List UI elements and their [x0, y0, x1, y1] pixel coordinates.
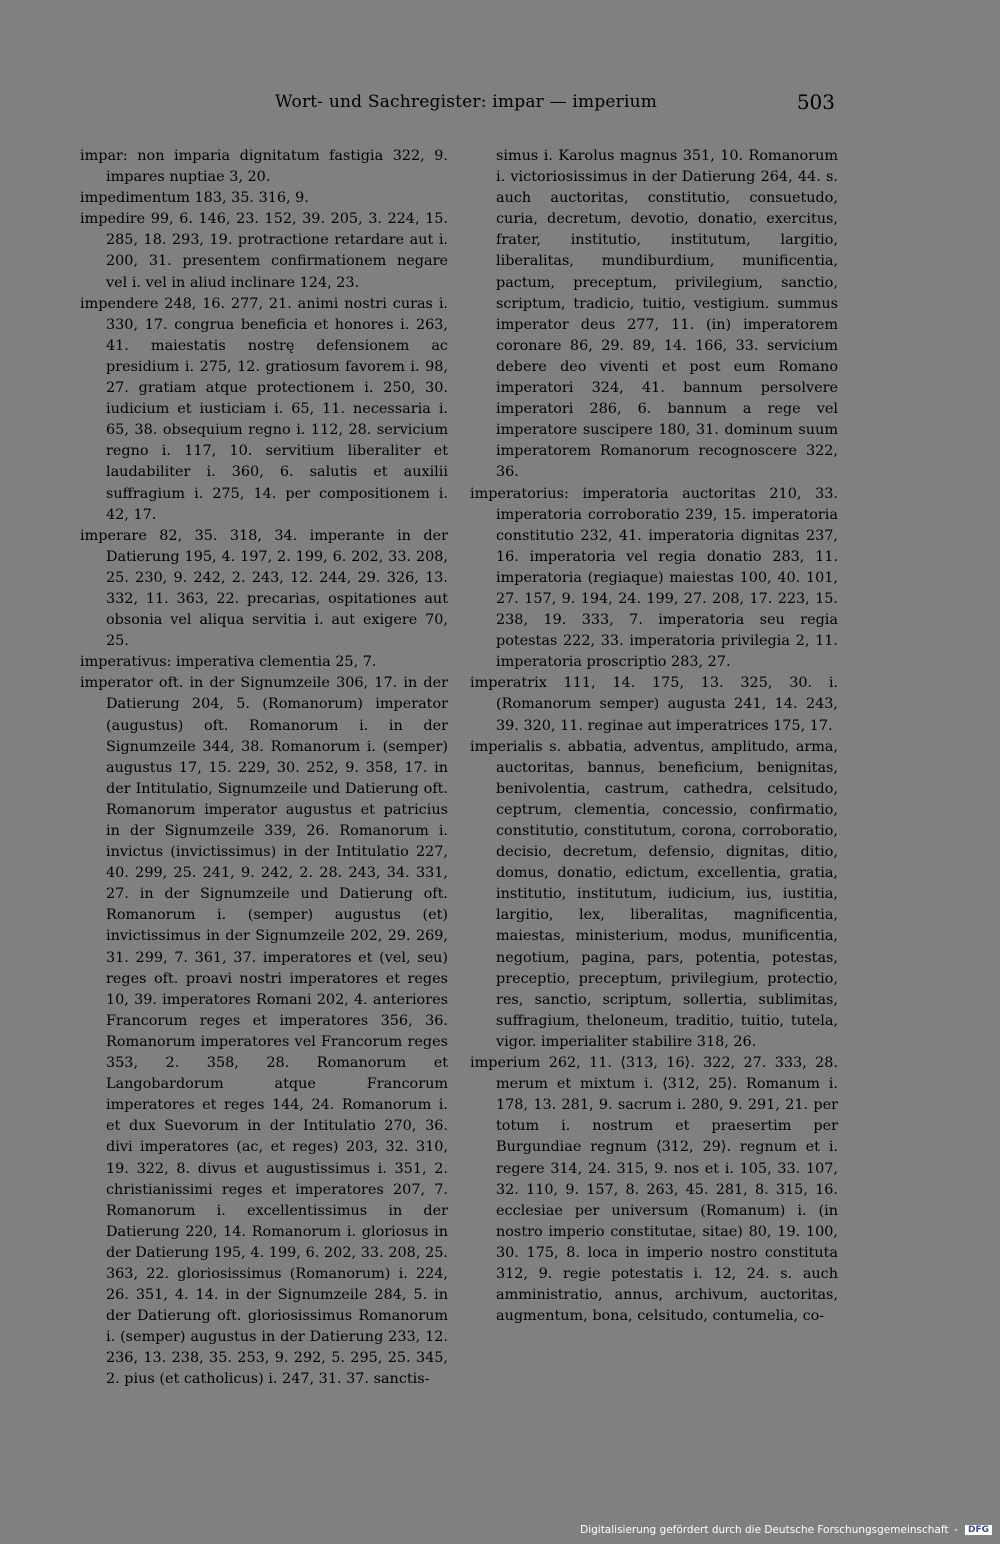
- index-entry: imperialis s. abbatia, adventus, amplitudo, arma, auctoritas, bannus, beneficium, benignitas, benivolentia, castrum, cathedra, celsitudo, ceptrum, clementia, concessio, confirmatio, constitutio, constitutum, corona, corroboratio, decisio, decretum, defensio, dignitas, ditio, domus, donatio, edictum, excellentia, gratia, institutio, institutum, iudicium, ius, iustitia, largitio, lex, liberalitas, magnificentia, maiestas, ministerium, modus, munificentia, negotium, pagina, pars, potentia, potestas, preceptio, preceptum, privilegium, protectio, res, sanctio, scriptum, sollertia, sublimitas, suffragium, theloneum, traditio, tuitio, tutela, vigor. imperialiter stabilire 318, 26.: [470, 738, 838, 1050]
- running-title: Wort- und Sachregister: impar — imperium: [275, 92, 658, 112]
- index-entry: imperatorius: imperatoria auctoritas 210, 33. imperatoria corroboratio 239, 15. imperatoria constitutio 232, 41. imperatoria dignitas 237, 16. imperatoria vel regia donatio 283, 11. imperatoria (regiaque) maiestas 100, 40. 101, 27. 157, 9. 194, 24. 199, 27. 208, 17. 223, 15. 238, 19. 333, 7. imperatoria seu regia potestas 222, 33. imperatoria privilegia 2, 11. imperatoria proscriptio 283, 27.: [470, 485, 838, 671]
- footer-separator: -: [953, 1524, 958, 1536]
- page-header: [80, 92, 840, 118]
- index-entry: impedimentum 183, 35. 316, 9.: [80, 190, 309, 207]
- left-column: [80, 146, 448, 1391]
- index-entry: imperium 262, 11. ⟨313, 16⟩. 322, 27. 333, 28. merum et mixtum i. ⟨312, 25⟩. Romanum i. 178, 13. 281, 9. sacrum i. 280, 9. 291, 21. per totum i. nostrum et praesertim per Burgundiae regnum ⟨312, 29⟩. regnum et i. regere 314, 24. 315, 9. nos et i. 105, 33. 107, 32. 110, 9. 157, 8. 263, 45. 281, 8. 315, 16. ecclesiae per universum (Romanum) i. (in nostro imperio constitutae, sitae) 80, 19. 100, 30. 175, 8. loca in imperio nostro constituta 312, 9. regie potestatis i. 12, 24. s. auch amministratio, annus, archivum, auctoritas, augmentum, bona, celsitudo, contumelia, co-: [470, 1055, 838, 1325]
- index-entry: imperativus: imperativa clementia 25, 7.: [80, 654, 377, 671]
- index-entry: impar: non imparia dignitatum fastigia 322, 9. impares nuptiae 3, 20.: [80, 148, 448, 186]
- footer: [580, 1524, 992, 1540]
- right-column: [470, 146, 838, 1327]
- page-number: 503: [796, 90, 835, 114]
- index-entry: simus i. Karolus magnus 351, 10. Romanorum i. victoriosissimus in der Datierung 264, 44. s. auch auctoritas, constitutio, consuetudo, curia, decretum, devotio, donatio, exercitus, frater, institutio, institutum, largitio, liberalitas, mundiburdium, munificentia, pactum, preceptum, privilegium, sanctio, scriptum, tradicio, tuitio, vestigium. summus imperator deus 277, 11. (in) imperatorem coronare 86, 29. 89, 14. 166, 33. servicium debere deo viventi et post eum Romano imperatori 324, 41. bannum persolvere imperatori 286, 6. bannum a rege vel imperatore suscipere 180, 31. dominum suum imperatorem Romanorum recognoscere 322, 36.: [496, 148, 838, 481]
- index-entry: impedire 99, 6. 146, 23. 152, 39. 205, 3. 224, 15. 285, 18. 293, 19. protractione retardare aut i. 200, 31. presentem confirmationem negare vel i. vel in aliud inclinare 124, 23.: [80, 211, 448, 291]
- index-entry: imperatrix 111, 14. 175, 13. 325, 30. i. (Romanorum semper) augusta 241, 14. 243, 39. 320, 11. reginae aut imperatrices 175, 17.: [470, 675, 838, 734]
- index-entry: impendere 248, 16. 277, 21. animi nostri curas i. 330, 17. congrua beneficia et honores i. 263, 41. maiestatis nostrę defensionem ac presidium i. 275, 12. gratiosum favorem i. 98, 27. gratiam atque protectionem i. 250, 30. iudicium et iusticiam i. 65, 11. necessaria i. 65, 38. obsequium regno i. 112, 28. servicium regno i. 117, 10. servitium liberaliter et laudabiliter i. 360, 6. salutis et auxilii suffragium i. 275, 14. per compositionem i. 42, 17.: [80, 295, 448, 523]
- funding-note: Digitalisierung gefördert durch die Deutsche Forschungsgemeinschaft: [580, 1524, 949, 1536]
- index-entry: imperator oft. in der Signumzeile 306, 17. in der Datierung 204, 5. (Romanorum) imperator (augustus) oft. Romanorum i. in der Signumzeile 344, 38. Romanorum i. (semper) augustus 17, 15. 229, 30. 252, 9. 358, 17. in der Intitulatio, Signumzeile und Datierung oft. Romanorum imperator augustus et patricius in der Signumzeile 339, 26. Romanorum i. invictus (invictissimus) in der Intitulatio 227, 40. 299, 25. 241, 9. 242, 2. 28. 243, 34. 331, 27. in der Signumzeile und Datierung oft. Romanorum i. (semper) augustus (et) invictissimus in der Signumzeile 202, 29. 269, 31. 299, 7. 361, 37. imperatores et (vel, seu) reges oft. proavi nostri imperatores et reges 10, 39. imperatores Romani 202, 4. anteriores Francorum reges et imperatores 356, 36. Romanorum imperatores vel Francorum reges 353, 2. 358, 28. Romanorum et Langobardorum atque Francorum imperatores et reges 144, 24. Romanorum i. et dux Suevorum in der Intitulatio 270, 36. divi imperatores (ac, et reges) 203, 32. 310, 19. 322, 8. divus et augustissimus i. 351, 2. christianissimi reges et imperatores 207, 7. Romanorum i. excellentissimus in der Datierung 220, 14. Romanorum i. gloriosus in der Datierung 195, 4. 199, 6. 202, 33. 208, 25. 363, 22. gloriosissimus (Romanorum) i. 224, 26. 351, 4. 14. in der Signumzeile 284, 5. in der Datierung oft. gloriosissimus Romanorum i. (semper) augustus in der Datierung 233, 12. 236, 13. 238, 35. 253, 9. 292, 5. 295, 25. 345, 2. pius (et catholicus) i. 247, 31. 37. sanctis-: [80, 675, 448, 1388]
- index-entry: imperare 82, 35. 318, 34. imperante in der Datierung 195, 4. 197, 2. 199, 6. 202, 33. 208, 25. 230, 9. 242, 2. 243, 12. 244, 29. 326, 13. 332, 11. 363, 22. precarias, ospitationes aut obsonia vel aliqua servitia i. aut exigere 70, 25.: [80, 527, 448, 650]
- dfg-logo: DFG: [965, 1525, 992, 1535]
